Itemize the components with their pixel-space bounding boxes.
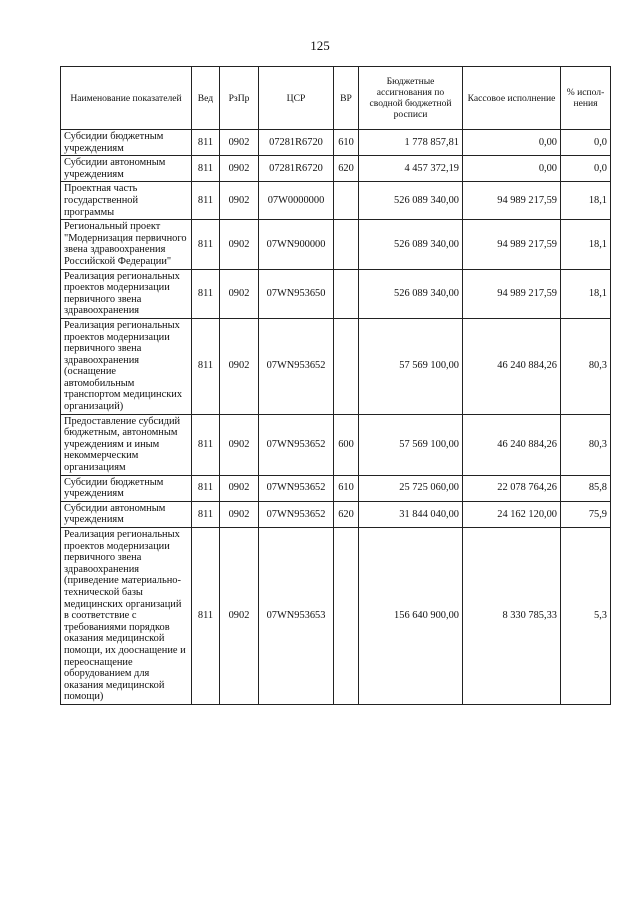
cell-vr: 620 — [334, 156, 359, 182]
cell-name: Субсидии автономным учреждениям — [61, 156, 192, 182]
header-row — [61, 67, 611, 130]
cell-ved: 811 — [192, 501, 220, 527]
table-row — [61, 414, 611, 475]
cell-name: Реализация региональных проектов модернизации первичного звена здравоохранения (приведение материально-технической базы медицинских организаций в соответствие с требованиями порядков оказания медицинской помощи, их дооснащение и переоснащение оборудованием для оказания медицинской помощи) — [61, 528, 192, 705]
cell-rzpr: 0902 — [220, 130, 259, 156]
cell-budget: 526 089 340,00 — [359, 220, 463, 269]
table-row — [61, 318, 611, 414]
cell-vr: 610 — [334, 130, 359, 156]
cell-rzpr: 0902 — [220, 182, 259, 220]
cell-rzpr: 0902 — [220, 501, 259, 527]
cell-name: Субсидии автономным учреждениям — [61, 501, 192, 527]
cell-cash: 24 162 120,00 — [463, 501, 561, 527]
cell-budget: 1 778 857,81 — [359, 130, 463, 156]
cell-name: Региональный проект "Модернизация первичного звена здравоохранения Российской Федерации" — [61, 220, 192, 269]
cell-percent: 80,3 — [561, 318, 611, 414]
header-vr: ВР — [334, 67, 359, 130]
cell-name: Предоставление субсидий бюджетным, автономным учреждениям и иным некоммерческим организациям — [61, 414, 192, 475]
cell-ved: 811 — [192, 182, 220, 220]
header-cash: Кассовое исполнение — [463, 67, 561, 130]
cell-cash: 22 078 764,26 — [463, 475, 561, 501]
cell-rzpr: 0902 — [220, 475, 259, 501]
cell-rzpr: 0902 — [220, 414, 259, 475]
cell-percent: 0,0 — [561, 130, 611, 156]
table-row — [61, 130, 611, 156]
cell-ved: 811 — [192, 269, 220, 318]
cell-cash: 94 989 217,59 — [463, 269, 561, 318]
cell-ved: 811 — [192, 528, 220, 705]
cell-vr — [334, 182, 359, 220]
cell-cash: 0,00 — [463, 156, 561, 182]
header-budget: Бюджетные ассигнования по сводной бюджетной росписи — [359, 67, 463, 130]
cell-budget: 156 640 900,00 — [359, 528, 463, 705]
cell-csr: 07281R6720 — [259, 130, 334, 156]
budget-table — [60, 66, 611, 705]
cell-csr: 07WN953653 — [259, 528, 334, 705]
cell-rzpr: 0902 — [220, 269, 259, 318]
cell-vr — [334, 528, 359, 705]
cell-vr: 610 — [334, 475, 359, 501]
cell-rzpr: 0902 — [220, 528, 259, 705]
header-csr: ЦСР — [259, 67, 334, 130]
cell-ved: 811 — [192, 130, 220, 156]
cell-csr: 07WN953652 — [259, 414, 334, 475]
cell-ved: 811 — [192, 156, 220, 182]
cell-ved: 811 — [192, 318, 220, 414]
cell-percent: 18,1 — [561, 182, 611, 220]
cell-budget: 4 457 372,19 — [359, 156, 463, 182]
cell-vr — [334, 220, 359, 269]
cell-csr: 07WN900000 — [259, 220, 334, 269]
cell-cash: 94 989 217,59 — [463, 182, 561, 220]
cell-name: Субсидии бюджетным учреждениям — [61, 130, 192, 156]
cell-ved: 811 — [192, 414, 220, 475]
cell-name: Реализация региональных проектов модернизации первичного звена здравоохранения (оснащение автомобильным транспортом медицинских организаций) — [61, 318, 192, 414]
cell-csr: 07WN953652 — [259, 318, 334, 414]
cell-rzpr: 0902 — [220, 156, 259, 182]
cell-percent: 75,9 — [561, 501, 611, 527]
cell-cash: 0,00 — [463, 130, 561, 156]
cell-ved: 811 — [192, 220, 220, 269]
table-row — [61, 182, 611, 220]
cell-csr: 07WN953650 — [259, 269, 334, 318]
cell-csr: 07WN953652 — [259, 501, 334, 527]
page-number: 125 — [310, 38, 330, 53]
cell-ved: 811 — [192, 475, 220, 501]
cell-vr: 620 — [334, 501, 359, 527]
cell-csr: 07WN953652 — [259, 475, 334, 501]
cell-vr — [334, 318, 359, 414]
table-row — [61, 269, 611, 318]
cell-budget: 526 089 340,00 — [359, 269, 463, 318]
cell-budget: 31 844 040,00 — [359, 501, 463, 527]
cell-cash: 8 330 785,33 — [463, 528, 561, 705]
cell-percent: 18,1 — [561, 269, 611, 318]
cell-budget: 57 569 100,00 — [359, 318, 463, 414]
table-row — [61, 475, 611, 501]
table-row — [61, 156, 611, 182]
cell-name: Субсидии бюджетным учреждениям — [61, 475, 192, 501]
cell-csr: 07281R6720 — [259, 156, 334, 182]
header-rzpr: РзПр — [220, 67, 259, 130]
cell-percent: 5,3 — [561, 528, 611, 705]
cell-vr — [334, 269, 359, 318]
table-row — [61, 528, 611, 705]
header-name: Наименование показателей — [61, 67, 192, 130]
cell-rzpr: 0902 — [220, 318, 259, 414]
cell-budget: 25 725 060,00 — [359, 475, 463, 501]
header-ved: Вед — [192, 67, 220, 130]
cell-percent: 85,8 — [561, 475, 611, 501]
cell-vr: 600 — [334, 414, 359, 475]
cell-name: Проектная часть государственной программы — [61, 182, 192, 220]
table-row — [61, 501, 611, 527]
cell-cash: 94 989 217,59 — [463, 220, 561, 269]
cell-budget: 57 569 100,00 — [359, 414, 463, 475]
cell-cash: 46 240 884,26 — [463, 318, 561, 414]
cell-percent: 0,0 — [561, 156, 611, 182]
cell-budget: 526 089 340,00 — [359, 182, 463, 220]
cell-cash: 46 240 884,26 — [463, 414, 561, 475]
cell-csr: 07W0000000 — [259, 182, 334, 220]
cell-percent: 80,3 — [561, 414, 611, 475]
header-percent: % испол-нения — [561, 67, 611, 130]
cell-rzpr: 0902 — [220, 220, 259, 269]
cell-name: Реализация региональных проектов модернизации первичного звена здравоохранения — [61, 269, 192, 318]
cell-percent: 18,1 — [561, 220, 611, 269]
table-row — [61, 220, 611, 269]
